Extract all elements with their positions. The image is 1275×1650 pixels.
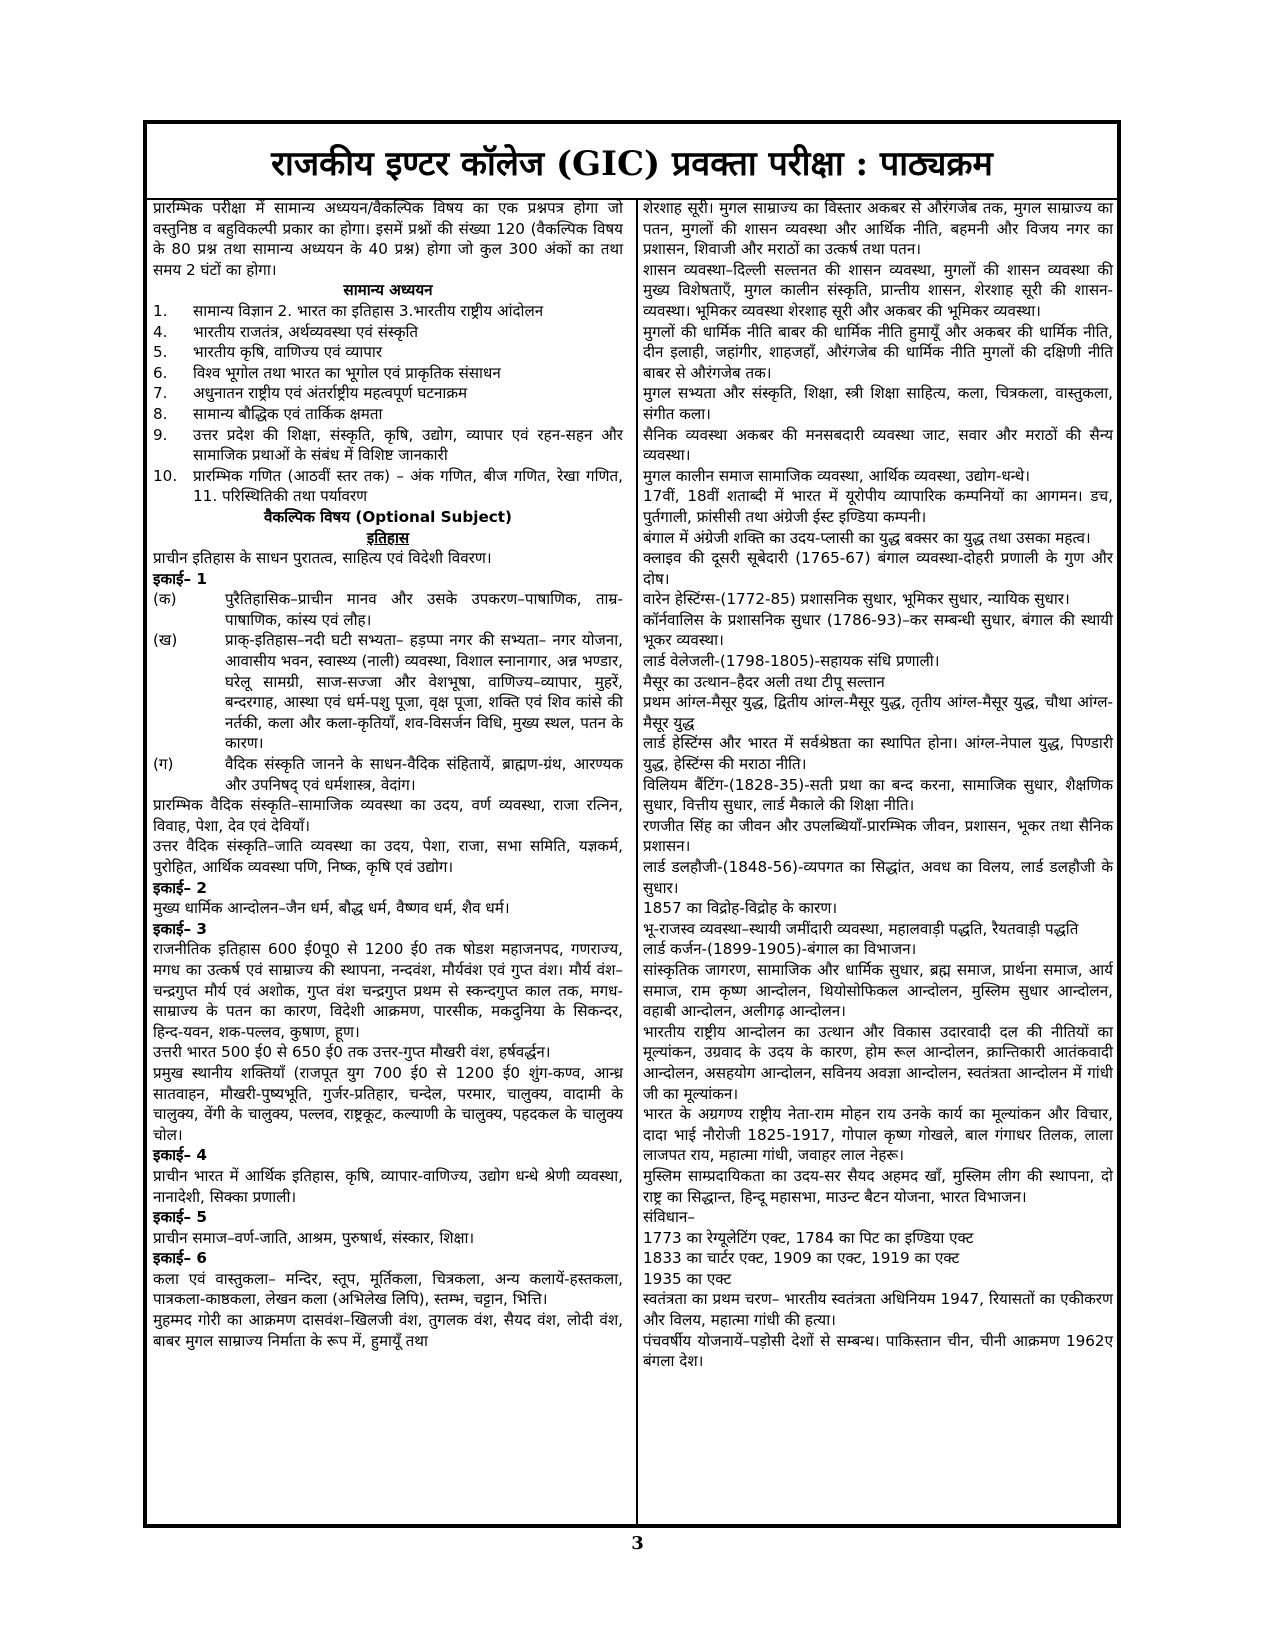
general-studies-heading: सामान्य अध्ययन xyxy=(343,281,433,300)
unit-3-paragraph: राजनीतिक इतिहास 600 ई0पू0 से 1200 ई0 तक षोडश महाजनपद, गणराज्य, मगध का उत्कर्ष एवं साम्राज्य की स्थापना, नन्दवंश, मौर्यवंश एवं गुप्त वंश। मौर्य वंश– चन्द्रगुप्त मौर्य एवं अशोक, गुप्त वंश चन्द्रगुप्त प्रथम से स्कन्दगुप्त काल तक, मगध-साम्राज्य के पतन का कारण, विदेशी आक्रमण, पारसीक, मकदुनिया के सिकन्दर, हिन्द-यवन, शक-पल्लव, कुषाण, हूण। xyxy=(153,940,623,1041)
later-vedic-paragraph: उत्तर वैदिक संस्कृति–जाति व्यवस्था का उदय, पेशा, राजा, सभा समिति, यज्ञकर्म, पुरोहित, आर्थिक व्यवस्था पणि, निष्क, कृषि एवं उद्योग। xyxy=(153,837,623,876)
unit-3-heading: इकाई– 3 xyxy=(153,919,207,938)
right-paragraph: लार्ड कर्जन-(1899-1905)-बंगाल का विभाजन। xyxy=(643,940,917,959)
right-paragraph: स्वतंत्रता का प्रथम चरण– भारतीय स्वतंत्रता अधिनियम 1947, रियासतों का एकीकरण और विलय, महात्मा गांधी की हत्या। xyxy=(643,1290,1113,1330)
page-number: 3 xyxy=(631,1533,644,1554)
right-paragraph: शासन व्यवस्था–दिल्ली सल्तनत की शासन व्यवस्था, मुगलों की शासन व्यवस्था की मुख्य विशेषताएँ, मुगल कालीन संस्कृति, प्रान्तीय शासन, शेरशाह सूरी की शासन-व्यवस्था। भूमिकर व्यवस्था शेरशाह सूरी और अकबर की भूमिकर व्यवस्था। xyxy=(643,260,1113,320)
unit-3-paragraph: प्रमुख स्थानीय शक्तियाँ (राजपूत युग 700 ई0 से 1200 ई0 शुंग-कण्व, आन्ध्र सातवाहन, मौखरी-पुष्यभूति, गुर्जर-प्रतिहार, चन्देल, परमार, चालुक्य, वादामी के चालुक्य, वेंगी के चालुक्य, पल्लव, राष्ट्रकूट, कल्याणी के चालुक्य, पहदकल के चालुक्य चोल। xyxy=(153,1063,623,1144)
unit-4-text: प्राचीन भारत में आर्थिक इतिहास, कृषि, व्यापार-वाणिज्य, उद्योग धन्धे श्रेणी व्यवस्था, नानादेशी, सिक्का प्रणाली। xyxy=(153,1166,623,1206)
list-item: 6. विश्व भूगोल तथा भारत का भूगोल एवं प्राकृतिक संसाधन xyxy=(153,363,501,382)
unit-4-heading: इकाई– 4 xyxy=(153,1146,207,1165)
list-item: (ग) वैदिक संस्कृति जानने के साधन-वैदिक संहितायें, ब्राह्मण-ग्रंथ, आरण्यक और उपनिषद् एवं धर्मशास्त्र, वेदांग। xyxy=(153,755,623,794)
right-paragraph: मुगल कालीन समाज सामाजिक व्यवस्था, आर्थिक व्यवस्था, उद्योग-धन्धे। xyxy=(643,466,1030,485)
optional-subject-heading: वैकल्पिक विषय (Optional Subject) xyxy=(264,507,512,526)
right-paragraph: लार्ड डलहौजी-(1848-56)-व्यपगत का सिद्धांत, अवध का विलय, लार्ड डलहौजी के सुधार। xyxy=(643,858,1113,897)
left-column xyxy=(153,198,623,1351)
unit-5-heading: इकाई– 5 xyxy=(153,1208,207,1227)
history-intro: प्राचीन इतिहास के साधन पुरातत्व, साहित्य एवं विदेशी विवरण। xyxy=(153,549,492,568)
unit-5-text: प्राचीन समाज–वर्ण-जाति, आश्रम, पुरुषार्थ, संस्कार, शिक्षा। xyxy=(153,1228,475,1247)
list-item: 7. अधुनातन राष्ट्रीय एवं अंतर्राष्ट्रीय महत्वपूर्ण घटनाक्रम xyxy=(153,384,468,403)
general-studies-list xyxy=(153,301,623,507)
right-paragraph: रणजीत सिंह का जीवन और उपलब्धियाँ-प्रारम्भिक जीवन, प्रशासन, भूकर तथा सैनिक प्रशासन। xyxy=(643,816,1113,856)
unit-1-heading: इकाई– 1 xyxy=(153,569,207,588)
list-item: (क) पुरैतिहासिक–प्राचीन मानव और उसके उपकरण–पाषाणिक, ताम्र-पाषाणिक, कांस्य एवं लौह। xyxy=(153,590,623,629)
right-column xyxy=(643,198,1113,1372)
list-item: 5. भारतीय कृषि, वाणिज्य एवं व्यापार xyxy=(153,343,383,362)
right-paragraph: 1935 का एक्ट xyxy=(643,1269,732,1288)
right-paragraph: 1833 का चार्टर एक्ट, 1909 का एक्ट, 1919 का एक्ट xyxy=(643,1249,960,1268)
list-item: 9. उत्तर प्रदेश की शिक्षा, संस्कृति, कृषि, उद्योग, व्यापार एवं रहन-सहन और सामाजिक प्रथाओं के संबंध में विशिष्ट जानकारी xyxy=(153,425,623,465)
right-paragraph: भू-राजस्व व्यवस्था–स्थायी जमींदारी व्यवस्था, महालवाड़ी पद्धति, रैयतवाड़ी पद्धति xyxy=(643,919,1079,938)
unit-6-paragraph: कला एवं वास्तुकला– मन्दिर, स्तूप, मूर्तिकला, चित्रकला, अन्य कलायें-हस्तकला, पात्रकला-काष्ठकला, लेखन कला (अभिलेख लिपि), स्तम्भ, चट्टान, भित्ति। xyxy=(153,1269,623,1309)
right-paragraph: क्लाइव की दूसरी सूबेदारी (1765-67) बंगाल व्यवस्था-दोहरी प्रणाली के गुण और दोष। xyxy=(643,549,1113,588)
syllabus-frame xyxy=(143,120,1121,1528)
right-paragraph: शेरशाह सूरी। मुगल साम्राज्य का विस्तार अकबर से औरंगजेब तक, मुगल साम्राज्य का पतन, मुगलों की शासन व्यवस्था और आर्थिक नीति, बहमनी और विजय नगर का प्रशासन, शिवाजी और मराठों का उत्कर्ष तथा पतन। xyxy=(643,199,1113,259)
history-heading: इतिहास xyxy=(366,528,410,547)
right-paragraph: सैनिक व्यवस्था अकबर की मनसबदारी व्यवस्था जाट, सवार और मराठों की सैन्य व्यवस्था। xyxy=(643,425,1113,465)
right-paragraph: कॉर्नवालिस के प्रशासनिक सुधार (1786-93)–कर सम्बन्धी सुधार, बंगाल की स्थायी भूकर व्यवस्था। xyxy=(643,610,1113,650)
right-paragraph: मुगलों की धार्मिक नीति बाबर की धार्मिक नीति हुमायूँ और अकबर की धार्मिक नीति, दीन इलाही, जहांगीर, शाहजहाँ, औरंगजेब की धार्मिक नीति मुगलों की दक्षिणी नीति बाबर से औरंगजेब तक। xyxy=(643,322,1113,382)
right-paragraph: लार्ड हेस्टिंग्स और भारत में सर्वश्रेष्ठता का स्थापित होना। आंग्ल-नेपाल युद्ध, पिण्डारी युद्ध, हेस्टिंग्स की मराठा नीति। xyxy=(643,734,1113,774)
unit-6-heading: इकाई– 6 xyxy=(153,1249,207,1268)
right-paragraph: सांस्कृतिक जागरण, सामाजिक और धार्मिक सुधार, ब्रह्म समाज, प्रार्थना समाज, आर्य समाज, राम कृष्ण आन्दोलन, थियोसोफिकल आन्दोलन, मुस्लिम सुधार आन्दोलन, वहाबी आन्दोलन, अलीगढ़ आन्दोलन। xyxy=(643,960,1113,1021)
right-paragraph: भारत के अग्रगण्य राष्ट्रीय नेता-राम मोहन राय उनके कार्य का मूल्यांकन और विचार, दादा भाई नौरोजी 1825-1917, गोपाल कृष्ण गोखले, बाल गंगाधर तिलक, लाला लाजपत राय, महात्मा गांधी, जवाहर लाल नेहरू। xyxy=(643,1105,1113,1165)
list-item: 8. सामान्य बौद्धिक एवं तार्किक क्षमता xyxy=(153,404,383,423)
intro-paragraph: प्रारम्भिक परीक्षा में सामान्य अध्ययन/वैकल्पिक विषय का एक प्रश्नपत्र होगा जो वस्तुनिष्ठ व बहुविकल्पी प्रकार का होगा। इसमें प्रश्नों की संख्या 120 (वैकल्पिक विषय के 80 प्रश्न तथा सामान्य अध्ययन के 40 प्रश्न) होगा जो कुल 300 अंकों का तथा समय 2 घंटों का होगा। xyxy=(153,199,623,279)
right-paragraph: प्रथम आंग्ल-मैसूर युद्ध, द्वितीय आंग्ल-मैसूर युद्ध, तृतीय आंग्ल-मैसूर युद्ध, चौथा आंग्ल-मैसूर युद्ध xyxy=(643,693,1113,732)
list-item: (ख) प्राक्-इतिहास–नदी घटी सभ्यता– हड़प्पा नगर की सभ्यता– नगर योजना, आवासीय भवन, स्वास्थ्य (नाली) व्यवस्था, विशाल स्नानागार, अन्न भण्डार, घरेलू सामग्री, साज-सज्जा और वेशभूषा, वाणिज्य–व्यापार, मुहरें, बन्दरगाह, आस्था एवं धर्म-पशु पूजा, वृक्ष पूजा, शक्ति एवं शिव कांसे की नर्तकी, कला और कला-कृतियाँ, शव-विसर्जन विधि, मुख्य स्थल, पतन के कारण। xyxy=(153,631,623,753)
list-item: 10. प्रारम्भिक गणित (आठवीं स्तर तक) – अंक गणित, बीज गणित, रेखा गणित, 11. परिस्थितिकी तथा पर्यावरण xyxy=(153,466,623,506)
column-divider xyxy=(636,200,638,1524)
right-paragraph: संविधान– xyxy=(643,1208,695,1227)
early-vedic-paragraph: प्रारम्भिक वैदिक संस्कृति–सामाजिक व्यवस्था का उदय, वर्ण व्यवस्था, राजा रत्निन, विवाह, पेशा, देव एवं देवियाँ। xyxy=(153,796,623,835)
unit-6-paragraph: मुहम्मद गोरी का आक्रमण दासवंश–खिलजी वंश, तुगलक वंश, सैयद वंश, लोदी वंश, बाबर मुगल साम्राज्य निर्माता के रूप में, हुमायूँ तथा xyxy=(153,1311,623,1350)
list-item: 1. सामान्य विज्ञान 2. भारत का इतिहास 3.भारतीय राष्ट्रीय आंदोलन xyxy=(153,301,544,320)
unit-2-heading: इकाई– 2 xyxy=(153,878,207,897)
right-paragraph: 1857 का विद्रोह-विद्रोह के कारण। xyxy=(643,899,838,918)
right-paragraph: लार्ड वेलेजली-(1798-1805)-सहायक संधि प्रणाली। xyxy=(643,652,940,671)
right-paragraph: वारेन हेस्टिंग्स-(1772-85) प्रशासनिक सुधार, भूमिकर सुधार, न्यायिक सुधार। xyxy=(643,590,1070,609)
right-paragraph: 1773 का रेग्यूलेटिंग एक्ट, 1784 का पिट का इण्डिया एक्ट xyxy=(643,1228,974,1247)
list-item: 4. भारतीय राजतंत्र, अर्थव्यवस्था एवं संस्कृति xyxy=(153,322,419,341)
right-paragraph: पंचवर्षीय योजनायें–पड़ोसी देशों से सम्बन्ध। पाकिस्तान चीन, चीनी आक्रमण 1962ए बंगला देश। xyxy=(643,1331,1113,1371)
unit-2-text: मुख्य धार्मिक आन्दोलन–जैन धर्म, बौद्ध धर्म, वैष्णव धर्म, शैव धर्म। xyxy=(153,899,510,918)
right-paragraph: भारतीय राष्ट्रीय आन्दोलन का उत्थान और विकास उदारवादी दल की नीतियों का मूल्यांकन, उग्रवाद के उदय के कारण, होम रूल आन्दोलन, क्रान्तिकारी आतंकवादी आन्दोलन, असहयोग आन्दोलन, सविनय अवज्ञा आन्दोलन, स्वतंत्रता आन्दोलन में गांधी जी का मूल्यांकन। xyxy=(643,1022,1113,1103)
right-paragraph: विलियम बैंटिंग-(1828-35)-सती प्रथा का बन्द करना, सामाजिक सुधार, शैक्षणिक सुधार, वित्तीय सुधार, लार्ड मैकाले की शिक्षा नीति। xyxy=(643,775,1113,815)
right-paragraph: मुस्लिम साम्प्रदायिकता का उदय-सर सैयद अहमद खाँ, मुस्लिम लीग की स्थापना, दो राष्ट्र का सिद्धान्त, हिन्दू महासभा, माउन्ट बैटन योजना, भारत विभाजन। xyxy=(643,1166,1113,1206)
right-paragraph: मैसूर का उत्थान–हैदर अली तथा टीपू सल्तान xyxy=(643,672,885,691)
page-title: राजकीय इण्टर कॉलेज (GIC) प्रवक्ता परीक्षा : पाठ्यक्रम xyxy=(271,144,993,184)
right-paragraph: 17वीं, 18वीं शताब्दी में भारत में यूरोपीय व्यापारिक कम्पनियों का आगमन। डच, पुर्तगाली, फ्रांसीसी तथा अंग्रेजी ईस्ट इण्डिया कम्पनी। xyxy=(643,487,1113,526)
right-paragraph: बंगाल में अंग्रेजी शक्ति का उदय-प्लासी का युद्ध बक्सर का युद्ध तथा उसका महत्व। xyxy=(643,528,1091,547)
right-paragraph: मुगल सभ्यता और संस्कृति, शिक्षा, स्त्री शिक्षा साहित्य, कला, चित्रकला, वास्तुकला, संगीत कला। xyxy=(643,384,1113,423)
unit-3-paragraph: उत्तरी भारत 500 ई0 से 650 ई0 तक उत्तर-गुप्त मौखरी वंश, हर्षवर्द्धन। xyxy=(153,1043,551,1062)
